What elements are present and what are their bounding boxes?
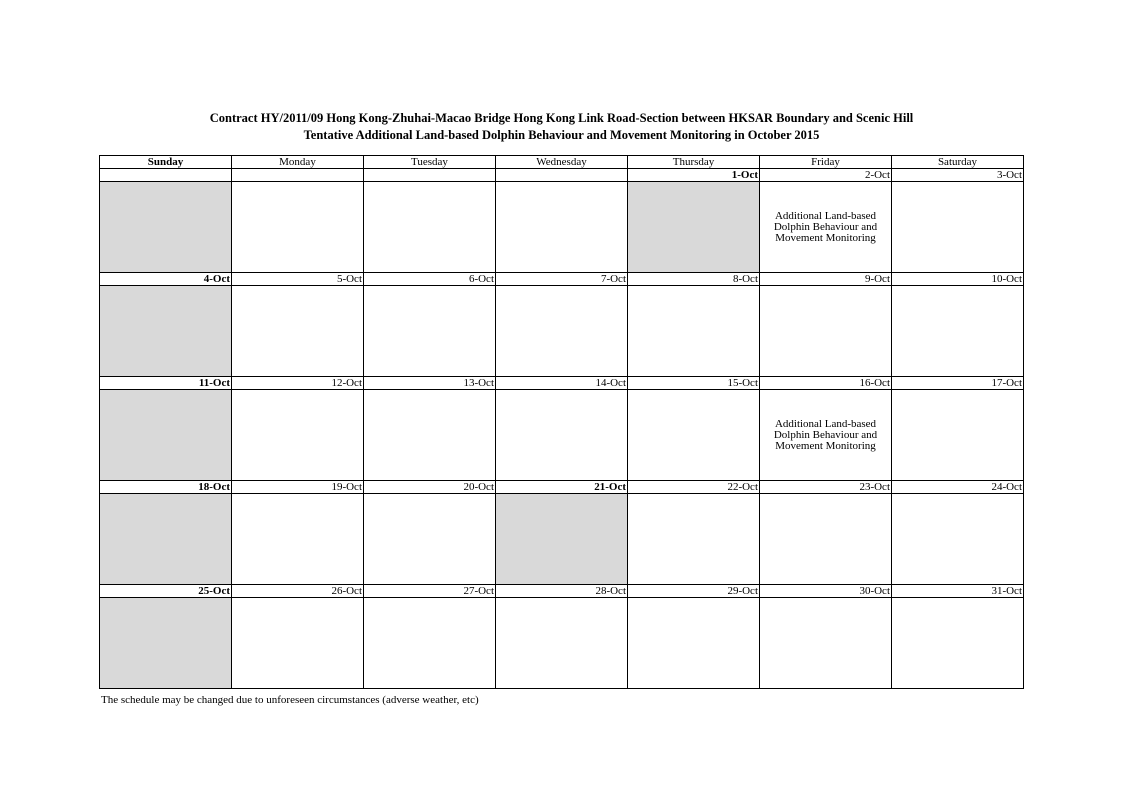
date-cell: 9-Oct (760, 273, 892, 286)
date-cell (232, 169, 364, 182)
day-cell (892, 598, 1024, 689)
date-cell: 16-Oct (760, 377, 892, 390)
date-cell: 23-Oct (760, 481, 892, 494)
holiday-cell (100, 598, 232, 689)
day-cell (232, 182, 364, 273)
day-content-row (100, 286, 1024, 377)
date-cell: 13-Oct (364, 377, 496, 390)
date-cell: 17-Oct (892, 377, 1024, 390)
day-cell (760, 494, 892, 585)
weekday-header: Friday (760, 156, 892, 169)
weekday-header: Thursday (628, 156, 760, 169)
date-cell: 12-Oct (232, 377, 364, 390)
day-cell (760, 286, 892, 377)
date-cell: 5-Oct (232, 273, 364, 286)
day-cell (628, 598, 760, 689)
date-cell: 28-Oct (496, 585, 628, 598)
monitoring-event: Additional Land-based Dolphin Behaviour and Movement Monitoring (773, 417, 878, 452)
day-cell (628, 286, 760, 377)
date-row (100, 585, 1024, 598)
day-content-row (100, 598, 1024, 689)
day-cell (892, 494, 1024, 585)
day-cell (496, 390, 628, 481)
page-subtitle: Tentative Additional Land-based Dolphin Behaviour and Movement Monitoring in October 2015 (303, 128, 820, 142)
date-cell: 1-Oct (628, 169, 760, 182)
calendar-table (99, 155, 1024, 689)
day-cell (892, 182, 1024, 273)
page-title: Contract HY/2011/09 Hong Kong-Zhuhai-Macao Bridge Hong Kong Link Road-Section between HKSAR Boundary and Scenic Hill (209, 111, 914, 125)
weekday-header-row (100, 156, 1024, 169)
date-cell: 25-Oct (100, 585, 232, 598)
holiday-cell (100, 494, 232, 585)
day-cell (364, 182, 496, 273)
day-cell (232, 286, 364, 377)
day-content-row (100, 182, 1024, 273)
weekday-header: Sunday (100, 156, 232, 169)
date-cell: 11-Oct (100, 377, 232, 390)
date-cell: 30-Oct (760, 585, 892, 598)
date-cell: 21-Oct (496, 481, 628, 494)
footnote: The schedule may be changed due to unforeseen circumstances (adverse weather, etc) (101, 694, 479, 706)
weekday-header: Wednesday (496, 156, 628, 169)
date-cell: 4-Oct (100, 273, 232, 286)
weekday-header: Monday (232, 156, 364, 169)
day-cell (628, 390, 760, 481)
date-cell: 8-Oct (628, 273, 760, 286)
date-cell: 20-Oct (364, 481, 496, 494)
date-row (100, 169, 1024, 182)
day-cell (892, 286, 1024, 377)
day-cell (232, 494, 364, 585)
date-cell: 7-Oct (496, 273, 628, 286)
date-cell: 29-Oct (628, 585, 760, 598)
date-cell: 27-Oct (364, 585, 496, 598)
day-content-row (100, 494, 1024, 585)
date-row (100, 481, 1024, 494)
day-cell (496, 286, 628, 377)
holiday-cell (100, 182, 232, 273)
date-row (100, 377, 1024, 390)
day-cell (760, 182, 892, 273)
day-cell (364, 598, 496, 689)
day-cell (760, 598, 892, 689)
weekday-header: Saturday (892, 156, 1024, 169)
date-cell: 2-Oct (760, 169, 892, 182)
date-cell: 26-Oct (232, 585, 364, 598)
holiday-cell (496, 494, 628, 585)
day-content-row (100, 390, 1024, 481)
day-cell (364, 494, 496, 585)
date-cell: 19-Oct (232, 481, 364, 494)
day-cell (496, 182, 628, 273)
day-cell (892, 390, 1024, 481)
date-cell (100, 169, 232, 182)
day-cell (364, 286, 496, 377)
date-cell: 10-Oct (892, 273, 1024, 286)
date-row (100, 273, 1024, 286)
date-cell: 18-Oct (100, 481, 232, 494)
date-cell: 31-Oct (892, 585, 1024, 598)
day-cell (232, 598, 364, 689)
weekday-header: Tuesday (364, 156, 496, 169)
day-cell (628, 494, 760, 585)
date-cell (364, 169, 496, 182)
holiday-cell (100, 286, 232, 377)
date-cell: 6-Oct (364, 273, 496, 286)
date-cell: 15-Oct (628, 377, 760, 390)
date-cell (496, 169, 628, 182)
day-cell (760, 390, 892, 481)
date-cell: 14-Oct (496, 377, 628, 390)
monitoring-event: Additional Land-based Dolphin Behaviour and Movement Monitoring (773, 209, 878, 244)
day-cell (364, 390, 496, 481)
day-cell (232, 390, 364, 481)
holiday-cell (628, 182, 760, 273)
holiday-cell (100, 390, 232, 481)
date-cell: 24-Oct (892, 481, 1024, 494)
date-cell: 3-Oct (892, 169, 1024, 182)
date-cell: 22-Oct (628, 481, 760, 494)
day-cell (496, 598, 628, 689)
